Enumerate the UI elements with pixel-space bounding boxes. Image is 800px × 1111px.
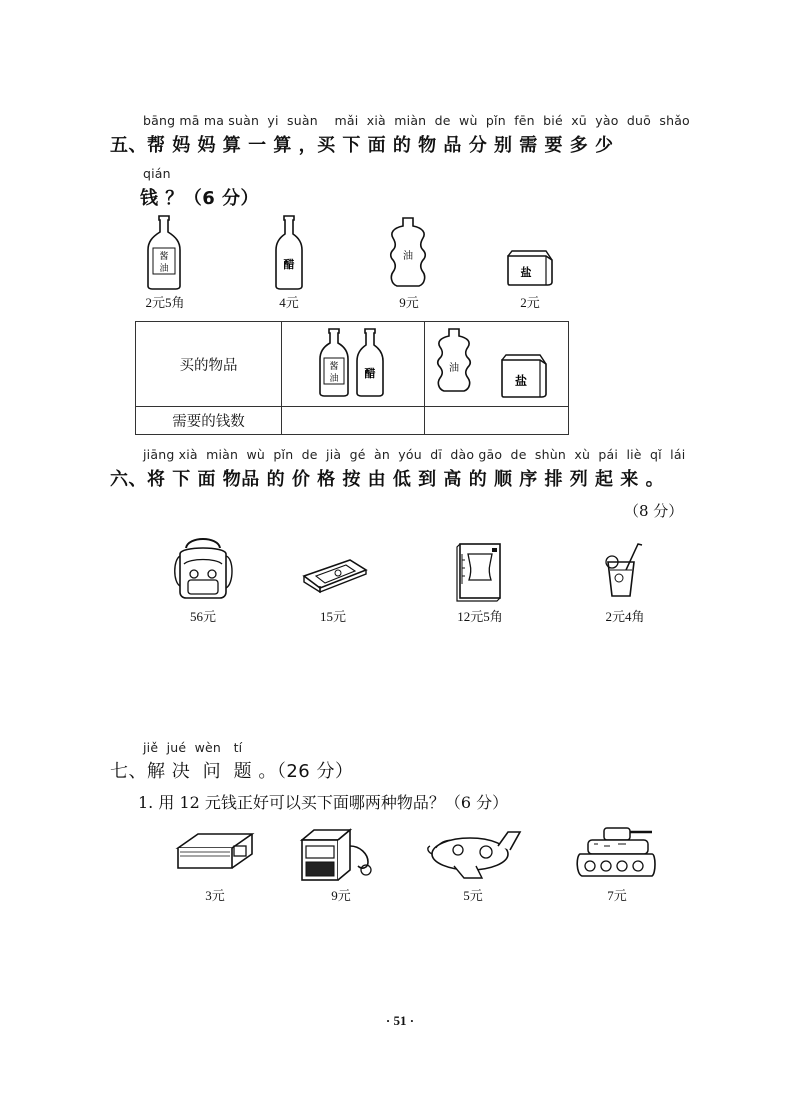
q5-price-4: 2元 xyxy=(520,295,540,310)
svg-text:油: 油 xyxy=(329,374,339,384)
q6-heading: 六、将 下 面 物品 的 价 格 按 由 低 到 高 的 顺 序 排 列 起 来 。 xyxy=(110,469,665,490)
soy-vinegar-group-icon xyxy=(282,322,424,402)
page-number: · 51 · xyxy=(385,1013,415,1028)
q7-pinyin: jiě jué wèn tí xyxy=(143,740,243,755)
soy-sauce-bottle-icon xyxy=(144,214,184,290)
q5-heading-line1: 五、帮 妈 妈 算 一 算 ，买 下 面 的 物 品 分 别 需 要 多 少 xyxy=(110,135,614,156)
table-cell-group1 xyxy=(282,322,425,407)
q5-pinyin-line1: bāng mā ma suàn yi suàn mǎi xià miàn de wù pǐn fēn bié xū yào duō shǎo xyxy=(143,113,690,128)
pencil-case-icon xyxy=(300,556,370,596)
table-cell-group2 xyxy=(425,322,569,407)
q6-price-2: 15元 xyxy=(319,609,346,624)
oil-bottle-icon xyxy=(386,216,430,290)
toy-box-icon xyxy=(298,826,376,884)
q5-price-3: 9元 xyxy=(399,295,419,310)
oil-salt-group-icon xyxy=(425,322,568,402)
drink-cup-icon xyxy=(600,540,644,600)
q6-pinyin: jiāng xià miàn wù pǐn de jià gé àn yóu dī dào gāo de shùn xù pái liè qǐ lái xyxy=(143,447,686,462)
svg-text:酱: 酱 xyxy=(159,252,169,262)
svg-text:醋: 醋 xyxy=(283,258,295,271)
q6-price-3: 12元5角 xyxy=(457,609,503,624)
answer-blank-1[interactable] xyxy=(282,407,425,435)
svg-text:油: 油 xyxy=(403,251,413,262)
q6-score: （8 分） xyxy=(624,502,684,520)
toy-plane-icon xyxy=(424,828,524,884)
q7-price-4: 7元 xyxy=(607,888,627,903)
book-icon xyxy=(454,540,504,602)
q6-price-1: 56元 xyxy=(189,609,216,624)
svg-text:醋: 醋 xyxy=(364,367,376,380)
q5-price-1: 2元5角 xyxy=(145,295,185,310)
q5-heading-line2: 钱 ？（6 分） xyxy=(140,188,260,209)
q7-heading: 七、解 决 问 题 。（26 分） xyxy=(110,761,354,782)
svg-text:油: 油 xyxy=(449,363,459,374)
vinegar-bottle-icon xyxy=(272,214,306,290)
svg-text:盐: 盐 xyxy=(514,374,528,388)
svg-text:酱: 酱 xyxy=(329,362,339,372)
q6-price-4: 2元4角 xyxy=(605,609,645,624)
toy-tank-icon xyxy=(574,822,656,884)
wallet-icon xyxy=(172,830,256,876)
q7-price-3: 5元 xyxy=(463,888,483,903)
svg-text:盐: 盐 xyxy=(520,266,532,279)
q7-question-1: 1. 用 12 元钱正好可以买下面哪两种物品？（6 分） xyxy=(138,793,509,812)
q5-price-2: 4元 xyxy=(279,295,299,310)
backpack-icon xyxy=(172,532,234,602)
salt-bag-icon xyxy=(506,248,554,286)
q5-answer-table xyxy=(135,321,569,435)
svg-text:油: 油 xyxy=(159,264,169,274)
table-label-cost: 需要的钱数 xyxy=(136,407,282,435)
q7-price-1: 3元 xyxy=(205,888,225,903)
q5-pinyin-line2: qián xyxy=(143,166,171,181)
table-label-items: 买的物品 xyxy=(136,322,282,407)
answer-blank-2[interactable] xyxy=(425,407,569,435)
q7-price-2: 9元 xyxy=(331,888,351,903)
